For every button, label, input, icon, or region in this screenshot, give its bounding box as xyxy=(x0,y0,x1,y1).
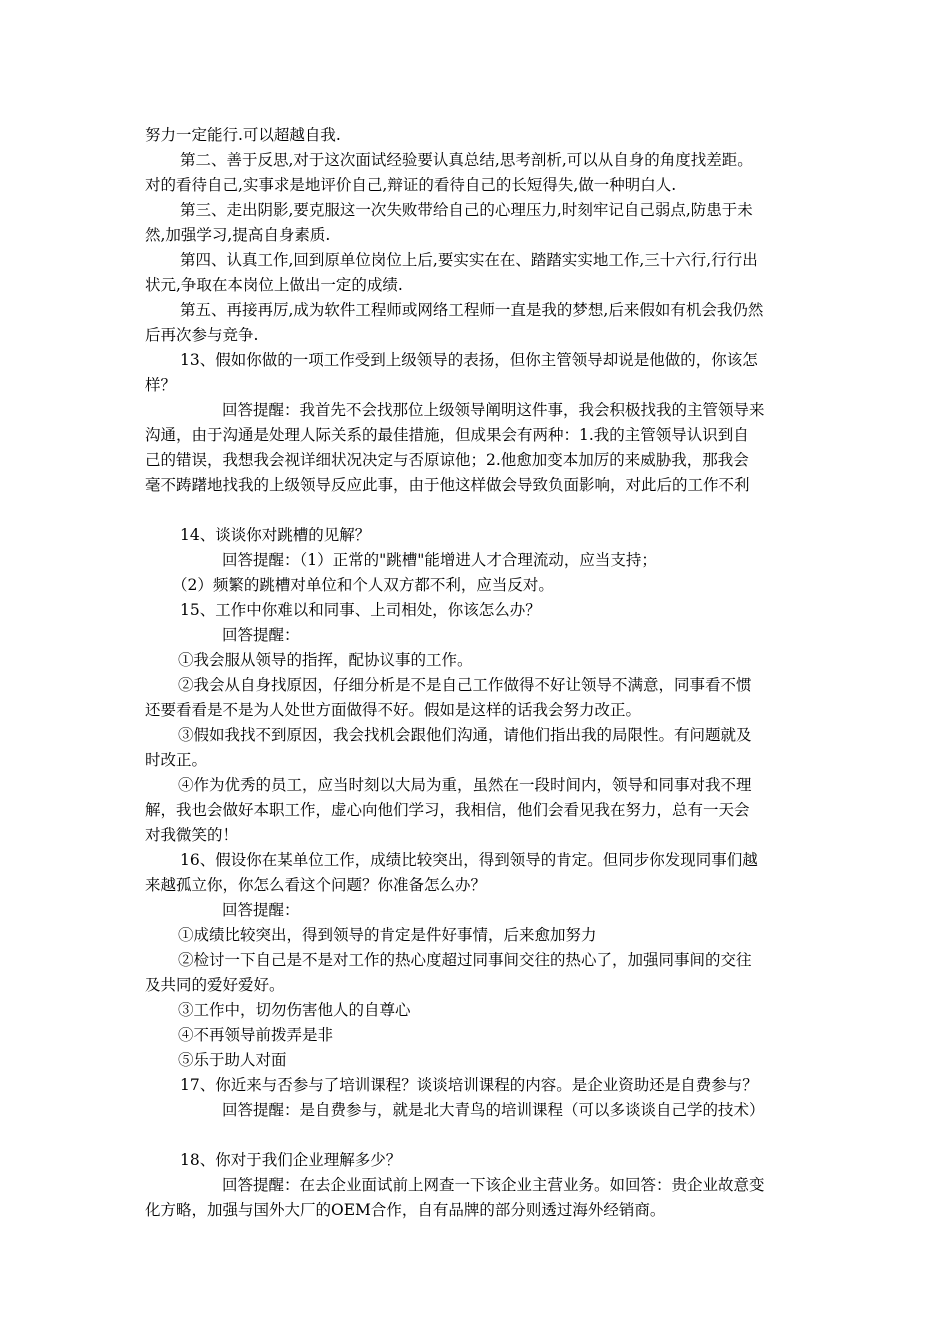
answer-hint: 回答提醒： xyxy=(222,901,300,919)
list-item: ①我会服从领导的指挥，配协议事的工作。 xyxy=(178,651,473,669)
text-line: 时改正。 xyxy=(145,751,208,769)
answer-hint: 回答提醒：（1）正常的"跳槽"能增进人才合理流动，应当支持； xyxy=(222,551,657,569)
question-heading: 17、你近来与否参与了培训课程？谈谈培训课程的内容。是企业资助还是自费参与？ xyxy=(180,1076,758,1094)
question-heading: 14、谈谈你对跳槽的见解？ xyxy=(180,526,371,544)
text-line: 状元,争取在本岗位上做出一定的成绩. xyxy=(145,276,403,294)
list-item: ③工作中，切勿伤害他人的自尊心 xyxy=(178,1001,411,1019)
text-line: 己的错误，我想我会视详细状况决定与否原谅他；2.他愈加变本加厉的来威胁我，那我会 xyxy=(145,451,749,469)
text-line: 来越孤立你，你怎么看这个问题？你准备怎么办？ xyxy=(145,876,487,894)
text-line: 第二、善于反思,对于这次面试经验要认真总结,思考剖析,可以从自身的角度找差距。 xyxy=(180,151,753,169)
question-heading: 13、假如你做的一项工作受到上级领导的表扬，但你主管领导却说是他做的，你该怎 xyxy=(180,351,758,369)
list-item: ④作为优秀的员工，应当时刻以大局为重，虽然在一段时间内，领导和同事对我不理 xyxy=(178,776,752,794)
list-item: ③假如我找不到原因，我会找机会跟他们沟通，请他们指出我的局限性。有问题就及 xyxy=(178,726,752,744)
text-line: （2）频繁的跳槽对单位和个人双方都不利，应当反对。 xyxy=(172,576,554,594)
list-item: ②我会从自身找原因，仔细分析是不是自己工作做得不好让领导不满意，同事看不惯 xyxy=(178,676,752,694)
list-item: ④不再领导前拨弄是非 xyxy=(178,1026,334,1044)
list-item: ⑤乐于助人对面 xyxy=(178,1051,287,1069)
text-line: 对我微笑的！ xyxy=(145,826,239,844)
answer-hint: 回答提醒：我首先不会找那位上级领导阐明这件事，我会积极找我的主管领导来 xyxy=(222,401,765,419)
text-line: 及共同的爱好爱好。 xyxy=(145,976,285,994)
list-item: ①成绩比较突出，得到领导的肯定是件好事情，后来愈加努力 xyxy=(178,926,597,944)
text-line: 后再次参与竞争. xyxy=(145,326,259,344)
text-line: 还要看看是不是为人处世方面做得不好。假如是这样的话我会努力改正。 xyxy=(145,701,642,719)
question-heading: 18、你对于我们企业理解多少？ xyxy=(180,1151,402,1169)
text-line: 第三、走出阴影,要克服这一次失败带给自己的心理压力,时刻牢记自己弱点,防患于未 xyxy=(180,201,753,219)
answer-hint: 回答提醒：在去企业面试前上网查一下该企业主营业务。如回答：贵企业故意变 xyxy=(222,1176,765,1194)
answer-hint: 回答提醒： xyxy=(222,626,300,644)
text-line: 对的看待自己,实事求是地评价自己,辩证的看待自己的长短得失,做一种明白人. xyxy=(145,176,677,194)
question-heading: 15、工作中你难以和同事、上司相处，你该怎么办？ xyxy=(180,601,541,619)
text-line: 解，我也会做好本职工作，虚心向他们学习，我相信，他们会看见我在努力，总有一天会 xyxy=(145,801,750,819)
text-line: 化方略，加强与国外大厂的OEM合作，自有品牌的部分则透过海外经销商。 xyxy=(145,1201,666,1219)
text-line: 第五、再接再厉,成为软件工程师或网络工程师一直是我的梦想,后来假如有机会我仍然 xyxy=(180,301,764,319)
text-line: 样？ xyxy=(145,376,177,394)
text-line: 第四、认真工作,回到原单位岗位上后,要实实在在、踏踏实实地工作,三十六行,行行出 xyxy=(180,251,758,269)
text-line: 然,加强学习,提高自身素质. xyxy=(145,226,331,244)
text-line: 努力一定能行.可以超越自我. xyxy=(145,126,341,144)
text-line: 毫不踌躇地找我的上级领导反应此事，由于他这样做会导致负面影响，对此后的工作不利 xyxy=(145,476,750,494)
answer-hint: 回答提醒：是自费参与，就是北大青鸟的培训课程（可以多谈谈自己学的技术） xyxy=(222,1101,765,1119)
question-heading: 16、假设你在某单位工作，成绩比较突出，得到领导的肯定。但同步你发现同事们越 xyxy=(180,851,758,869)
text-line: 沟通，由于沟通是处理人际关系的最佳措施，但成果会有两种：1.我的主管领导认识到自 xyxy=(145,426,749,444)
list-item: ②检讨一下自己是不是对工作的热心度超过同事间交往的热心了，加强同事间的交往 xyxy=(178,951,752,969)
